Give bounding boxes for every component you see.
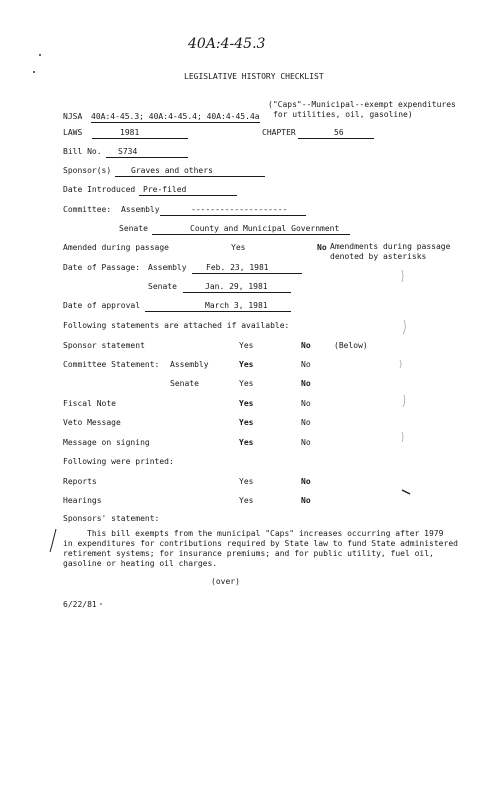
approval-value: March 3, 1981 <box>145 301 291 312</box>
message-on-signing-no: No <box>301 438 311 447</box>
sponsors-statement-heading: Sponsors' statement: <box>63 514 160 523</box>
message-on-signing-yes: Yes <box>239 438 254 447</box>
veto-message-yes: Yes <box>239 418 254 427</box>
date-introduced-value: Pre-filed <box>139 185 237 196</box>
committee-assembly-label: Assembly <box>121 205 160 214</box>
sponsor-statement-label: Sponsor statement <box>63 341 145 350</box>
date-introduced-label: Date Introduced <box>63 185 136 194</box>
hearings-yes: Yes <box>239 496 254 505</box>
veto-message-label: Veto Message <box>63 418 121 427</box>
njsa-note-line1: ("Caps"--Municipal--exempt expenditures <box>268 100 456 109</box>
committee-statement-assembly-no: No <box>301 360 311 369</box>
passage-senate-label: Senate <box>148 282 177 291</box>
hearings-label: Hearings <box>63 496 102 505</box>
committee-statement-senate-no: No <box>301 379 311 388</box>
sponsor-statement-yes: Yes <box>239 341 254 350</box>
committee-senate-value: County and Municipal Government <box>152 224 350 235</box>
njsa-value: 40A:4-45.3; 40A:4-45.4; 40A:4-45.4a <box>91 112 260 121</box>
handwritten-number: 40A:4-45.3 <box>188 36 266 52</box>
veto-message-no: No <box>301 418 311 427</box>
statements-heading: Following statements are attached if available: <box>63 321 290 330</box>
chapter-value: 56 <box>298 128 374 139</box>
message-on-signing-label: Message on signing <box>63 438 150 447</box>
amended-note-line2: denoted by asterisks <box>330 252 427 261</box>
committee-statement-label: Committee Statement: <box>63 360 160 369</box>
body-line-2: in expenditures for contributions required by State law to fund State administered <box>63 539 458 548</box>
committee-statement-assembly-yes: Yes <box>239 360 254 369</box>
hearings-no: No <box>301 496 311 505</box>
passage-assembly-label: Assembly <box>148 263 187 272</box>
body-line-3: retirement systems; for insurance premiums; and for public utility, fuel oil, <box>63 549 434 558</box>
passage-label: Date of Passage: <box>63 263 141 272</box>
approval-label: Date of approval <box>63 301 141 310</box>
printed-heading: Following were printed: <box>63 457 174 466</box>
fiscal-note-label: Fiscal Note <box>63 399 116 408</box>
amended-yes: Yes <box>231 243 246 252</box>
sponsor-statement-no: No <box>301 341 311 350</box>
chapter-label: CHAPTER <box>262 128 296 137</box>
passage-assembly-value: Feb. 23, 1981 <box>192 263 302 274</box>
njsa-label: NJSA <box>63 112 83 121</box>
amended-note-line1: Amendments during passage <box>330 242 451 251</box>
committee-statement-senate-yes: Yes <box>239 379 254 388</box>
committee-statement-assembly-label: Assembly <box>170 360 209 369</box>
sponsor-label: Sponsor(s) <box>63 166 112 175</box>
amended-label: Amended during passage <box>63 243 169 252</box>
footer-date: 6/22/81 <box>63 600 97 609</box>
committee-assembly-value: -------------------- <box>160 205 306 216</box>
bill-label: Bill No. <box>63 147 102 156</box>
over-note: (over) <box>211 577 240 586</box>
amended-no: No <box>317 243 327 252</box>
committee-senate-label: Senate <box>119 224 148 233</box>
reports-no: No <box>301 477 311 486</box>
page-title: LEGISLATIVE HISTORY CHECKLIST <box>184 72 324 81</box>
passage-senate-value: Jan. 29, 1981 <box>183 282 291 293</box>
sponsor-value: Graves and others <box>115 166 265 177</box>
committee-label: Committee: <box>63 205 112 214</box>
reports-yes: Yes <box>239 477 254 486</box>
reports-label: Reports <box>63 477 97 486</box>
sponsor-statement-note: (Below) <box>334 341 368 350</box>
laws-value: 1981 <box>92 128 188 139</box>
laws-label: LAWS <box>63 128 83 137</box>
njsa-note-line2: for utilities, oil, gasoline) <box>273 110 413 119</box>
bill-value: S734 <box>106 147 188 158</box>
fiscal-note-no: No <box>301 399 311 408</box>
body-line-4: gasoline or heating oil charges. <box>63 559 218 568</box>
body-line-1: This bill exempts from the municipal "Caps" increases occurring after 1979 <box>87 529 444 538</box>
fiscal-note-yes: Yes <box>239 399 254 408</box>
committee-statement-senate-label: Senate <box>170 379 199 388</box>
